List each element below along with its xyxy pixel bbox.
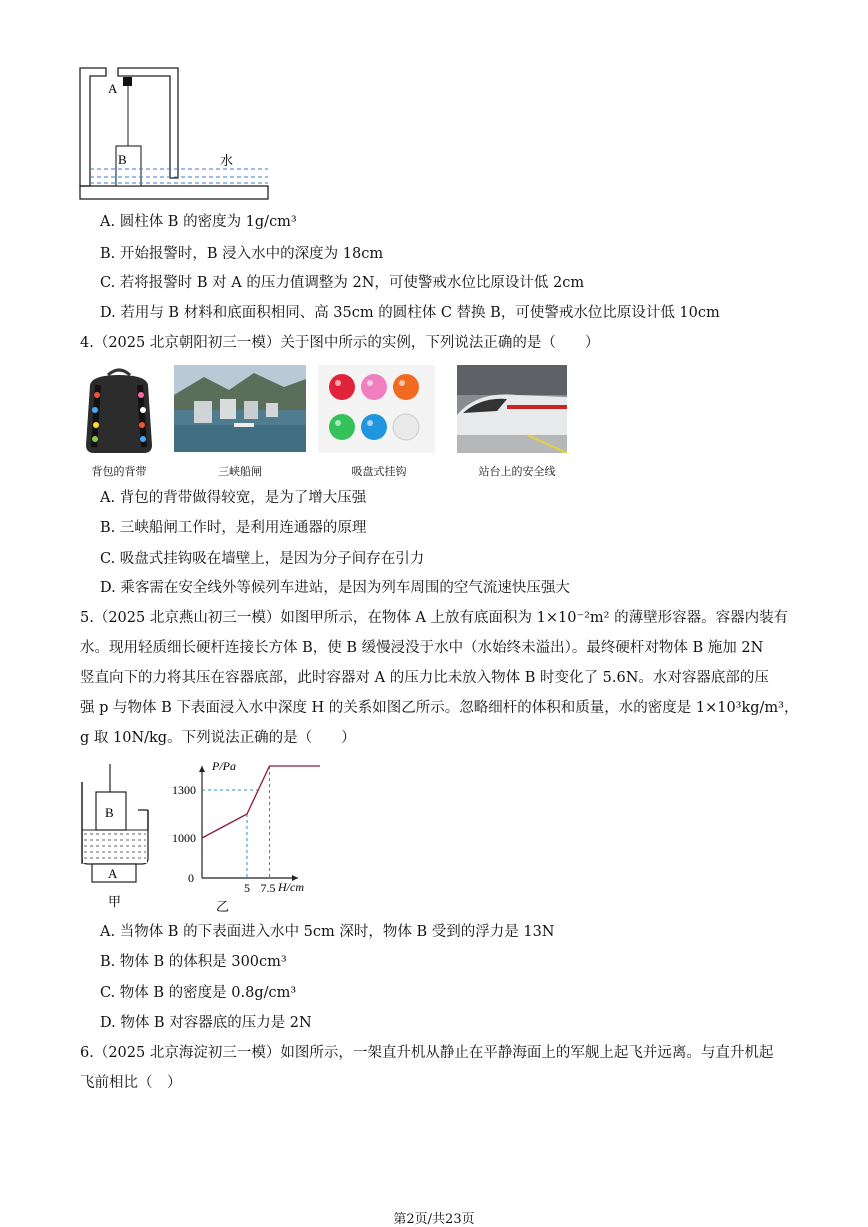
q3-alarm-figure <box>78 66 270 202</box>
q3-option-b: B. 开始报警时，B 浸入水中的深度为 18cm <box>100 246 384 262</box>
caption-ship-lock: 三峡船闸 <box>218 465 262 478</box>
q3-option-a: A. 圆柱体 B 的密度为 1g/cm³ <box>100 214 297 230</box>
q4-option-b: B. 三峡船闸工作时，是利用连通器的原理 <box>100 520 367 536</box>
q3-option-d: D. 若用与 B 材料和底面积相同、高 35cm 的圆柱体 C 替换 B，可使警戒水位比原设计低 10cm <box>100 305 720 321</box>
pressure-series-line <box>202 766 320 838</box>
caption-suction-hook: 吸盘式挂钩 <box>351 465 407 478</box>
x-tick-label: 0 <box>188 871 194 885</box>
q5-option-c: C. 物体 B 的密度是 0.8g/cm³ <box>100 985 297 1001</box>
q5-option-a: A. 当物体 B 的下表面进入水中 5cm 深时，物体 B 受到的浮力是 13N <box>100 924 555 940</box>
q5-pressure-chart <box>160 758 320 913</box>
q5-stem-line-1: 5.（2025 北京燕山初三一模）如图甲所示，在物体 A 上放有底面积为 1×10⁻²m² 的薄壁形容器。容器内装有 <box>80 610 789 626</box>
q6-stem-line-2: 飞前相比（ ） <box>80 1075 182 1091</box>
backpack-photo <box>78 365 160 455</box>
caption-backpack: 背包的背带 <box>91 465 147 478</box>
q5-stem-line-5: g 取 10N/kg。下列说法正确的是（ ） <box>80 730 356 746</box>
caption-safety-line: 站台上的安全线 <box>478 465 556 478</box>
chart-xlabel: H/cm <box>278 880 304 894</box>
q3-option-c: C. 若将报警时 B 对 A 的压力值调整为 2N，可使警戒水位比原设计低 2cm <box>100 275 585 291</box>
q5-jia-caption: 甲 <box>108 895 122 910</box>
q4-stem: 4.（2025 北京朝阳初三一模）关于图中所示的实例，下列说法正确的是（ ） <box>80 335 600 351</box>
q5-stem-line-4: 强 p 与物体 B 下表面浸入水中深度 H 的关系如图乙所示。忽略细杆的体积和质量，水的密度是 1×10³kg/m³， <box>80 700 799 716</box>
q5-option-d: D. 物体 B 对容器底的压力是 2N <box>100 1015 312 1031</box>
q4-option-c: C. 吸盘式挂钩吸在墙壁上，是因为分子间存在引力 <box>100 551 425 567</box>
q3-label-b: B <box>118 152 127 167</box>
y-tick-label: 1300 <box>172 783 196 797</box>
q4-option-a: A. 背包的背带做得较宽，是为了增大压强 <box>100 490 367 506</box>
q3-label-a: A <box>108 81 118 96</box>
q5-option-b: B. 物体 B 的体积是 300cm³ <box>100 954 287 970</box>
suction-hook-photo <box>318 365 435 453</box>
ship-lock-photo <box>174 365 306 452</box>
q5-stem-line-2: 水。现用轻质细长硬杆连接长方体 B，使 B 缓慢浸没于水中（水始终未溢出）。最终硬杆对物体 B 施加 2N <box>80 640 764 656</box>
y-axis-arrow <box>199 766 205 772</box>
y-tick-label: 1000 <box>172 831 196 845</box>
q5-jia-label-b: B <box>105 805 114 820</box>
q3-label-water: 水 <box>220 154 234 169</box>
train-platform-photo <box>457 365 567 453</box>
q5-stem-line-3: 竖直向下的力将其压在容器底部，此时容器对 A 的压力比未放入物体 B 时变化了 5.6N。水对容器底部的压 <box>80 670 769 686</box>
chart-ylabel: P/Pa <box>212 759 236 773</box>
q6-stem-line-1: 6.（2025 北京海淀初三一模）如图所示，一架直升机从静止在平静海面上的军舰上起飞并远离。与直升机起 <box>80 1045 774 1061</box>
x-tick-label: 5 <box>244 881 250 895</box>
chart-caption: 乙 <box>216 900 230 913</box>
q5-figure-jia <box>78 760 158 910</box>
page-footer: 第2页/共23页 <box>393 1212 475 1227</box>
q5-jia-label-a: A <box>108 866 118 881</box>
q4-option-d: D. 乘客需在安全线外等候列车进站，是因为列车周围的空气流速快压强大 <box>100 580 570 596</box>
x-tick-label: 7.5 <box>260 881 276 895</box>
